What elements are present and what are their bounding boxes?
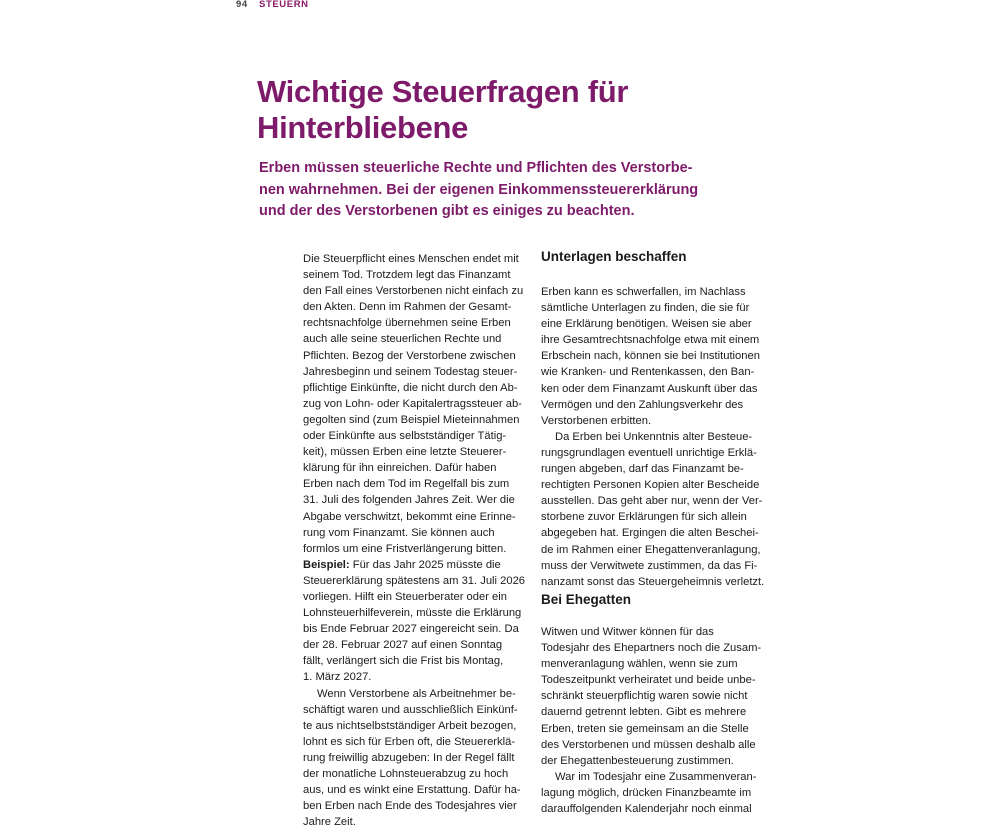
paragraph-joint-assessment xyxy=(541,769,766,817)
text-line: vorliegen. Hilft ein Steuerberater oder ein xyxy=(303,590,507,603)
text-line: Erben kann es schwerfallen, im Nachlass xyxy=(541,286,746,298)
text-line: rung freiwillig abzugeben: In der Regel fällt xyxy=(303,751,515,764)
text-line: der 28. Februar 2027 auf einen Sonntag xyxy=(303,639,503,652)
lead-line: und der des Verstorbenen gibt es einiges zu beachten. xyxy=(259,203,635,219)
text-line: lagung möglich, drücken Finanzbeamte im xyxy=(541,786,752,799)
paragraph-documents xyxy=(541,284,766,429)
lead-line: Erben müssen steuerliche Rechte und Pflichten des Verstorbe- xyxy=(259,160,693,176)
title-line: Wichtige Steuerfragen für xyxy=(257,74,629,109)
text-line: Erben nach dem Tod im Regelfall bis zum xyxy=(303,478,510,491)
text-line: keit), müssen Erben eine letzte Steuerer- xyxy=(303,446,507,459)
text-line: den Akten. Denn im Rahmen der Gesamt- xyxy=(303,301,512,314)
text-line: darauffolgenden Kalenderjahr noch einmal xyxy=(541,803,752,816)
lead-line: nen wahrnehmen. Bei der eigenen Einkommenssteuererklärung xyxy=(259,181,699,198)
text-line: de im Rahmen einer Ehegattenveranlagung, xyxy=(541,543,761,556)
text-line: rungen abgeben, darf das Finanzamt be- xyxy=(541,463,744,476)
text-line: abgegeben hat. Ergingen die alten Beschei- xyxy=(541,527,759,540)
text-line: wie Kranken- und Rentenkassen, den Ban- xyxy=(541,366,755,379)
example-first-line xyxy=(303,557,525,573)
text-line: schäftigt waren und ausschließlich Einkünf- xyxy=(303,703,518,716)
text-line: Erben, treten sie gemeinsam an die Stelle xyxy=(541,722,749,735)
text-line: Todesjahr des Ehepartners noch die Zusam- xyxy=(541,642,762,655)
text-line: pflichtige Einkünfte, die nicht durch den Ab- xyxy=(303,381,518,394)
text-line: aus, und es winkt eine Erstattung. Dafür ha- xyxy=(303,784,521,797)
text-line: rechtsnachfolge übernehmen seine Erben xyxy=(303,317,511,330)
text-line: eine Erklärung benötigen. Weisen sie aber xyxy=(541,318,752,331)
text-line: sämtliche Unterlagen zu finden, die sie für xyxy=(541,302,750,315)
text-line: Abgabe verschwitzt, bekommt eine Erinne- xyxy=(303,510,516,523)
text-line: 1. März 2027. xyxy=(303,671,372,684)
page-number: 94 xyxy=(236,0,248,10)
lead-paragraph xyxy=(259,158,819,223)
text-line: Todeszeitpunkt verheiratet und beide unbe- xyxy=(541,674,756,687)
text-line: muss der Verwitwete zustimmen, da das Fi- xyxy=(541,559,758,572)
text-line: gegolten sind (zum Beispiel Mieteinnahmen xyxy=(303,413,520,426)
text-line: Verstorbenen erbitten. xyxy=(541,414,652,427)
body-column-right-bottom xyxy=(541,624,766,817)
text-line: Die Steuerpflicht eines Menschen endet mit xyxy=(303,253,519,265)
text-line: bis Ende Februar 2027 eingereicht sein. Da xyxy=(303,623,519,636)
paragraph-copies xyxy=(541,429,766,590)
text-line: Lohnsteuerhilfeverein, müsste die Erklärung xyxy=(303,607,522,620)
body-column-left xyxy=(303,251,525,830)
example-first-text: Für das Jahr 2025 müsste die xyxy=(349,558,501,571)
text-line: Steuererklärung spätestens am 31. Juli 2026 xyxy=(303,574,526,587)
text-line: nanzamt sonst das Steuergeheimnis verletzt. xyxy=(541,575,765,588)
text-line: Jahre Zeit. xyxy=(303,816,356,829)
text-line: auch alle seine steuerlichen Rechte und xyxy=(303,333,502,346)
text-line: Wenn Verstorbene als Arbeitnehmer be- xyxy=(317,687,516,700)
text-line: oder Einkünfte aus selbstständiger Tätig- xyxy=(303,430,507,443)
heading-ehegatten: Bei Ehegatten xyxy=(541,592,632,607)
text-line: rung vom Finanzamt. Sie können auch xyxy=(303,526,495,539)
paragraph-employees xyxy=(303,686,525,830)
text-line: Jahresbeginn und seinem Todestag steuer- xyxy=(303,365,518,378)
text-line: klärung für ihn einreichen. Dafür haben xyxy=(303,462,497,475)
text-line: seinem Tod. Trotzdem legt das Finanzamt xyxy=(303,269,511,282)
text-line: ihre Gesamtrechtsnachfolge etwa mit einem xyxy=(541,334,760,347)
text-line: zug von Lohn- oder Kapitalertragssteuer ab- xyxy=(303,397,522,410)
example-label: Beispiel: xyxy=(303,558,350,571)
text-line: rungsgrundlagen eventuell unrichtige Erklä- xyxy=(541,446,757,459)
article-title xyxy=(257,74,817,146)
text-line: der monatliche Lohnsteuerabzug zu hoch xyxy=(303,768,509,780)
text-line: storbene zuvor Erklärungen für sich allein xyxy=(541,511,747,524)
section-label: STEUERN xyxy=(259,0,309,10)
text-line: schränkt steuerpflichtig waren sowie nicht xyxy=(541,690,748,703)
paragraph-spouses xyxy=(541,624,766,769)
text-line: rechtigten Personen Kopien alter Bescheide xyxy=(541,479,760,492)
text-line: Erbschein nach, können sie bei Institutionen xyxy=(541,350,760,363)
text-line: Pflichten. Bezog der Verstorbene zwischen xyxy=(303,349,516,362)
text-line: den Fall eines Verstorbenen nicht einfach zu xyxy=(303,285,524,298)
text-line: des Verstorbenen und müssen deshalb alle xyxy=(541,738,756,751)
title-line: Hinterbliebene xyxy=(257,110,469,145)
running-header xyxy=(236,0,309,10)
text-line: menveranlagung wählen, wenn sie zum xyxy=(541,658,738,671)
text-line: ken oder dem Finanzamt Auskunft über das xyxy=(541,382,758,395)
example-rest xyxy=(303,573,525,686)
body-column-right-top xyxy=(541,284,766,590)
text-line: fällt, verlängert sich die Frist bis Montag, xyxy=(303,655,504,668)
text-line: Da Erben bei Unkenntnis alter Besteue- xyxy=(555,430,753,443)
text-line: ben Erben nach Ende des Todesjahres vier xyxy=(303,800,517,813)
text-line: ausstellen. Das geht aber nur, wenn der Ver- xyxy=(541,495,763,508)
text-line: der Ehegattenbesteuerung zustimmen. xyxy=(541,754,734,767)
heading-unterlagen: Unterlagen beschaffen xyxy=(541,249,687,264)
text-line: Vermögen und den Zahlungsverkehr des xyxy=(541,398,744,411)
paragraph-example xyxy=(303,557,525,686)
text-line: te aus nichtselbstständiger Arbeit bezogen, xyxy=(303,719,517,732)
text-line: lohnt es sich für Erben oft, die Steuererklä- xyxy=(303,735,516,748)
text-line: 31. Juli des folgenden Jahres Zeit. Wer die xyxy=(303,494,515,507)
text-line: Witwen und Witwer können für das xyxy=(541,626,714,638)
paragraph-intro xyxy=(303,251,525,557)
text-line: War im Todesjahr eine Zusammenveran- xyxy=(555,770,757,783)
text-line: dauernd getrennt lebten. Gibt es mehrere xyxy=(541,706,747,719)
text-line: formlos um eine Fristverlängerung bitten. xyxy=(303,542,507,555)
